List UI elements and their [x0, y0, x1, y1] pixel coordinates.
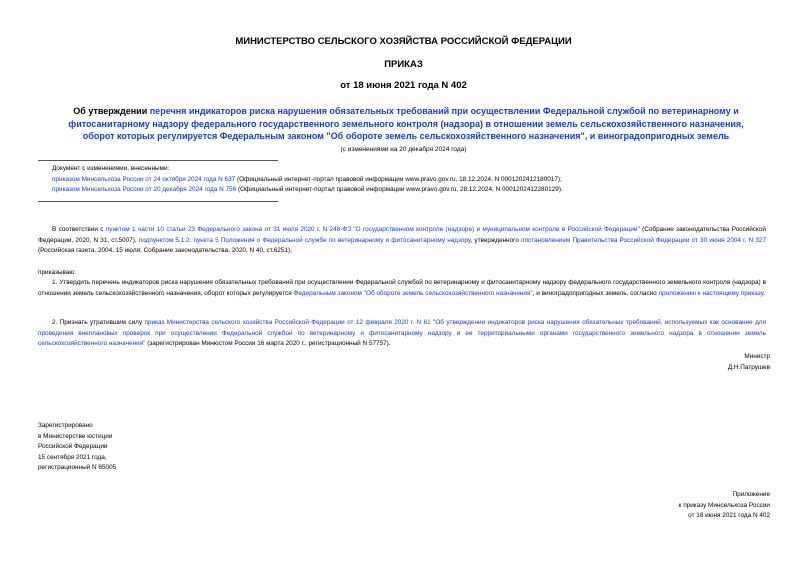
change-details: (Официальный интернет-портал правовой информации www.pravo.gov.ru, 18.12.2024, N 0001202412180017); [235, 175, 562, 183]
divider-bottom [38, 201, 278, 202]
registration-line: 15 сентября 2021 года, [38, 453, 107, 461]
changes-block [52, 164, 752, 196]
document-title [52, 105, 760, 143]
change-details: (Официальный интернет-портал правовой информации www.pravo.gov.ru, 28.12.2024, N 0001202412280129). [236, 186, 563, 193]
document-date-number: от 18 июня 2021 года N 402 [340, 80, 467, 91]
text-span: 2. Признать утратившим силу [52, 319, 145, 326]
signature-position: Министр [744, 353, 770, 360]
change-link[interactable]: приказом Минсельхоза России от 20 декабря 2024 года N 756 [52, 186, 237, 193]
resolution-link[interactable]: постановлением Правительства Российской Федерации от 30 июня 2004 г. N 327 [521, 236, 767, 244]
title-link[interactable]: перечня индикаторов риска нарушения обязательных требований при осуществлении Федеральной службой по ветеринарному и фитосанитарному надзору федерального государственного земельного контроля (надзора) в отношении земель сельскохозяйственного назначения, оборот которых регулируется Федеральным законом "Об обороте земель сельскохозяйственного назначения", и виноградопригодных земель [68, 106, 744, 141]
federal-law-link[interactable]: Федеральным законом "Об обороте земель сельскохозяйственного назначения" [293, 289, 533, 297]
revision-note: (с изменениями на 20 декабря 2024 года) [340, 146, 467, 153]
regulation-link[interactable]: подпунктом 5.1.2. пункта 5 Положения о Федеральной службе по ветеринарному и фитосанитарному надзору [138, 236, 471, 244]
registration-line: регистрационный N 65005 [38, 464, 117, 472]
preamble-paragraph [38, 225, 766, 257]
change-link[interactable]: приказом Минсельхоза России от 24 октября 2024 года N 637 [52, 175, 236, 183]
change-item [52, 185, 752, 196]
registration-line: в Министерстве юстиции [38, 432, 113, 440]
text-span: , утвержденного [470, 236, 522, 244]
registration-line: Российской Федерации [38, 443, 108, 451]
text-span: (Собрание законодательства Российской Федерации, 2020, N 31, ст.5007), [38, 226, 767, 244]
clause-2 [38, 318, 766, 350]
title-prefix: Об утверждении [73, 106, 150, 116]
registration-line: Зарегистрировано [38, 422, 93, 429]
law-link[interactable]: пунктом 1 части 10 статьи 23 Федерального закона от 31 июля 2020 г. N 248-ФЗ "О государственном контроле (надзоре) и муниципальном контроле в Российской Федерации" [105, 226, 640, 233]
signature-name: Д.Н.Патрушев [727, 363, 770, 371]
registration-block [38, 421, 116, 474]
divider-top [38, 160, 278, 161]
repealed-order-link[interactable]: приказ Министерства сельского хозяйства Российской Федерации от 12 февраля 2020 г. N 61 "Об утверждении индикаторов риска нарушения обязательных требований, используемых как основание для проведения внеплановых проверок при осуществлении Федеральной службой по ветеринарному и фитосанитарному надзору и ее территориальными органами государственного земельного надзора в отношении земель сельскохозяйственного назначения" [38, 319, 766, 348]
order-word: приказываю: [38, 269, 76, 276]
text-span: В соответствии с [52, 226, 106, 233]
text-span: (зарегистрирован Минюстом России 16 марта 2020 г., регистрационный N 57757). [145, 340, 391, 348]
clause-1 [38, 278, 766, 299]
appendix-line: к приказу Минсельхоза России [678, 501, 770, 509]
changes-heading: Документ с изменениями, внесенными: [52, 165, 170, 172]
ministry-heading: МИНИСТЕРСТВО СЕЛЬСКОГО ХОЗЯЙСТВА РОССИЙСКОЙ ФЕДЕРАЦИИ [235, 36, 572, 47]
appendix-line: от 18 июня 2021 года N 402 [688, 512, 770, 519]
document-type: ПРИКАЗ [384, 59, 423, 70]
appendix-line: Приложение [732, 491, 770, 498]
text-span: . [763, 289, 765, 297]
change-item [52, 175, 752, 186]
signature-block [728, 352, 770, 373]
text-span: 1. Утвердить перечень индикаторов риска нарушения обязательных требований при осуществлении Федеральной службой по ветеринарному и фитосанитарному надзору федерального государственного земельного контроля (надзора) в отношении земель сельскохозяйственного назначения, оборот которых регулируется [38, 279, 766, 297]
text-span: , и виноградопригодных земель, согласно [532, 289, 659, 297]
appendix-header [679, 490, 770, 522]
appendix-link[interactable]: приложению к настоящему приказу [658, 289, 764, 297]
text-span: (Российская газета, 2004, 15 июля; Собрание законодательства, 2020, N 40, ст.6251), [38, 247, 292, 255]
